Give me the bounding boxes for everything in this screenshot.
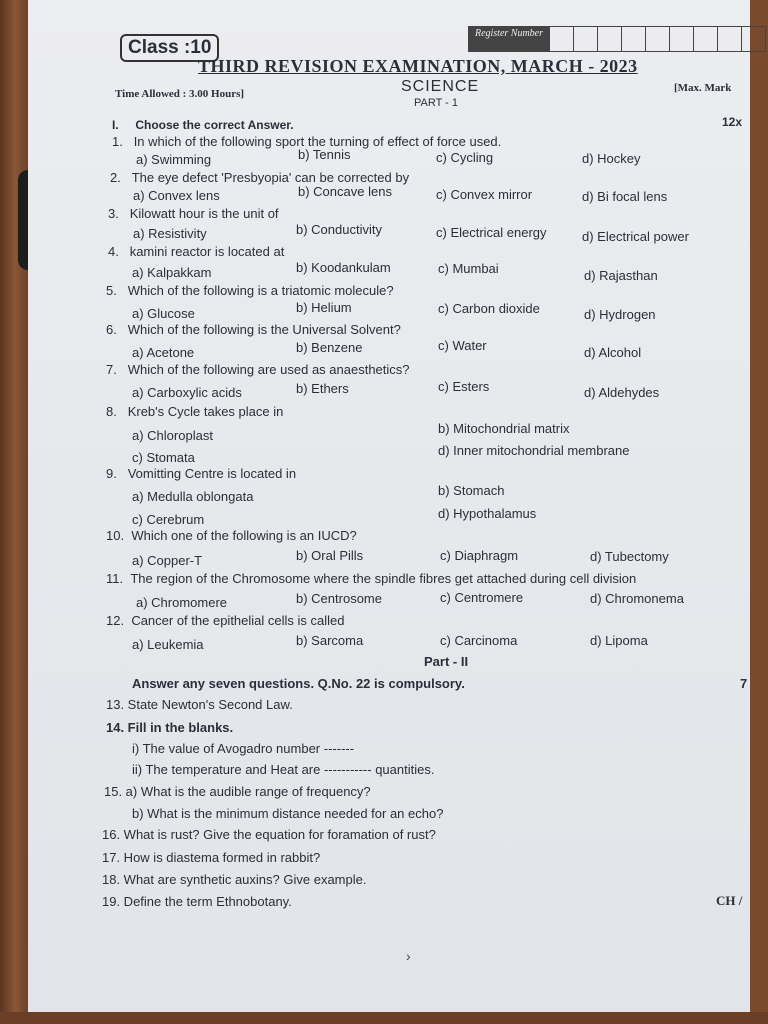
question-16: 16. What is rust? Give the equation for foramation of rust? — [102, 827, 436, 842]
option-a: a) Leukemia — [132, 637, 204, 652]
wooden-background-left — [0, 0, 30, 1024]
class-label: Class :10 — [120, 34, 219, 62]
question-14-i: i) The value of Avogadro number ------- — [132, 741, 355, 756]
option-b: b) Tennis — [298, 147, 351, 162]
question-number: 10. — [106, 528, 125, 543]
option-b: b) Conductivity — [296, 222, 382, 237]
register-cell — [645, 27, 669, 51]
question-number: 11. — [106, 571, 124, 586]
question-number: 2. — [110, 170, 121, 185]
register-cell — [693, 27, 717, 51]
question-number: 1. — [112, 134, 123, 149]
question-number: 5. — [106, 283, 117, 298]
paper-code: CH / — [716, 893, 743, 908]
question-text: Kilowatt hour is the unit of — [129, 206, 279, 221]
question-number: 3. — [108, 206, 119, 221]
question-text: In which of the following sport the turning of effect of force used. — [133, 134, 502, 149]
register-number-box — [468, 26, 766, 52]
option-c: c) Carbon dioxide — [438, 301, 540, 316]
part-1-label: PART - 1 — [414, 97, 459, 109]
part-2-instruction: Answer any seven questions. Q.No. 22 is compulsory. — [132, 676, 465, 691]
section-1-title: Choose the correct Answer. — [135, 118, 294, 132]
option-d: d) Alcohol — [584, 345, 642, 360]
question-8 — [106, 404, 283, 419]
option-c: c) Diaphragm — [440, 548, 519, 563]
register-cell — [717, 27, 741, 51]
register-number-label: Register Number — [469, 27, 549, 51]
question-7 — [106, 362, 410, 377]
option-a: a) Copper-T — [132, 553, 203, 568]
part-2-label: Part - II — [424, 654, 469, 669]
option-a: a) Carboxylic acids — [132, 385, 242, 400]
question-number: 7. — [106, 362, 117, 377]
option-d: d) Hydrogen — [584, 307, 656, 322]
option-a: a) Chromomere — [136, 595, 228, 610]
subject-title: SCIENCE — [401, 78, 480, 95]
question-18: 18. What are synthetic auxins? Give example. — [102, 872, 367, 887]
option-c: c) Electrical energy — [436, 225, 547, 240]
option-c: c) Mumbai — [438, 261, 499, 276]
register-cell — [621, 27, 645, 51]
option-c: c) Stomata — [132, 450, 195, 465]
option-a: a) Kalpakkam — [132, 265, 212, 280]
register-cell — [573, 27, 597, 51]
question-6 — [106, 322, 401, 337]
option-b: b) Koodankulam — [296, 260, 391, 275]
question-number: 6. — [106, 322, 117, 337]
max-marks: [Max. Mark — [674, 82, 732, 94]
question-text: The region of the Chromosome where the spindle fibres get attached during cell division — [130, 571, 637, 586]
option-c: c) Cycling — [436, 150, 494, 165]
question-text: Which one of the following is an IUCD? — [131, 528, 357, 543]
option-b: b) Helium — [296, 300, 352, 315]
option-c: c) Esters — [438, 379, 490, 394]
question-text: Kreb's Cycle takes place in — [127, 404, 284, 419]
question-number: 4. — [108, 244, 119, 259]
option-a: a) Acetone — [132, 345, 195, 360]
option-b: b) Sarcoma — [296, 633, 364, 648]
question-text: Vomitting Centre is located in — [127, 466, 297, 481]
option-d: d) Tubectomy — [590, 549, 669, 564]
option-d: d) Aldehydes — [584, 385, 660, 400]
question-3 — [108, 206, 279, 221]
question-14: 14. Fill in the blanks. — [106, 720, 234, 735]
option-d: d) Bi focal lens — [582, 189, 668, 204]
option-a: a) Glucose — [132, 306, 195, 321]
section-1-heading — [112, 118, 294, 132]
register-cell — [669, 27, 693, 51]
question-4 — [108, 244, 284, 259]
register-cell — [597, 27, 621, 51]
option-d: d) Lipoma — [590, 633, 648, 648]
option-a: a) Resistivity — [133, 226, 207, 241]
option-a: a) Chloroplast — [132, 428, 213, 443]
question-15a: 15. a) What is the audible range of frequency? — [104, 784, 371, 799]
option-c: c) Cerebrum — [132, 512, 205, 527]
question-text: Cancer of the epithelial cells is called — [131, 613, 345, 628]
question-text: The eye defect 'Presbyopia' can be corrected by — [131, 170, 410, 185]
section-1-number: I. — [112, 118, 119, 132]
option-a: a) Medulla oblongata — [132, 489, 254, 504]
option-c: c) Water — [438, 338, 487, 353]
option-d: d) Rajasthan — [584, 268, 658, 283]
option-d: d) Hockey — [582, 151, 641, 166]
option-d: d) Inner mitochondrial membrane — [438, 443, 630, 458]
option-b: b) Stomach — [438, 483, 505, 498]
question-10 — [106, 528, 357, 543]
question-number: 12. — [106, 613, 125, 628]
option-d: d) Chromonema — [590, 591, 684, 606]
question-9 — [106, 466, 296, 481]
option-a: a) Swimming — [136, 152, 212, 167]
question-text: Which of the following are used as anaesthetics? — [127, 362, 410, 377]
question-text: kamini reactor is located at — [129, 244, 285, 259]
question-17: 17. How is diastema formed in rabbit? — [102, 850, 321, 865]
question-12 — [106, 613, 344, 628]
question-text: Which of the following is a triatomic molecule? — [127, 283, 394, 298]
question-2 — [110, 170, 409, 185]
register-cell — [741, 27, 765, 51]
option-b: b) Ethers — [296, 381, 349, 396]
exam-title: THIRD REVISION EXAMINATION, MARCH - 2023 — [198, 56, 638, 76]
question-text: Which of the following is the Universal Solvent? — [127, 322, 401, 337]
time-allowed: Time Allowed : 3.00 Hours] — [115, 88, 245, 100]
question-number: 8. — [106, 404, 117, 419]
option-d: d) Hypothalamus — [438, 506, 537, 521]
option-b: b) Benzene — [296, 340, 363, 355]
option-b: b) Centrosome — [296, 591, 382, 606]
option-c: c) Centromere — [440, 590, 524, 605]
part-2-marks: 7 — [740, 676, 748, 691]
option-d: d) Electrical power — [582, 229, 689, 244]
question-15b: b) What is the minimum distance needed for an echo? — [132, 806, 444, 821]
question-13: 13. State Newton's Second Law. — [106, 697, 293, 712]
option-b: b) Oral Pills — [296, 548, 364, 563]
question-14-ii: ii) The temperature and Heat are ----------- quantities. — [132, 762, 435, 777]
section-1-marks: 12x — [722, 115, 743, 129]
option-c: c) Carcinoma — [440, 633, 518, 648]
question-19: 19. Define the term Ethnobotany. — [102, 894, 292, 909]
register-cell — [549, 27, 573, 51]
option-a: a) Convex lens — [133, 188, 220, 203]
option-b: b) Mitochondrial matrix — [438, 421, 570, 436]
question-number: 9. — [106, 466, 117, 481]
page-mark: › — [406, 948, 411, 964]
wooden-background-bottom — [0, 1012, 768, 1024]
option-c: c) Convex mirror — [436, 187, 533, 202]
exam-paper — [28, 0, 750, 1012]
option-b: b) Concave lens — [298, 184, 392, 199]
question-5 — [106, 283, 394, 298]
question-11 — [106, 571, 636, 586]
